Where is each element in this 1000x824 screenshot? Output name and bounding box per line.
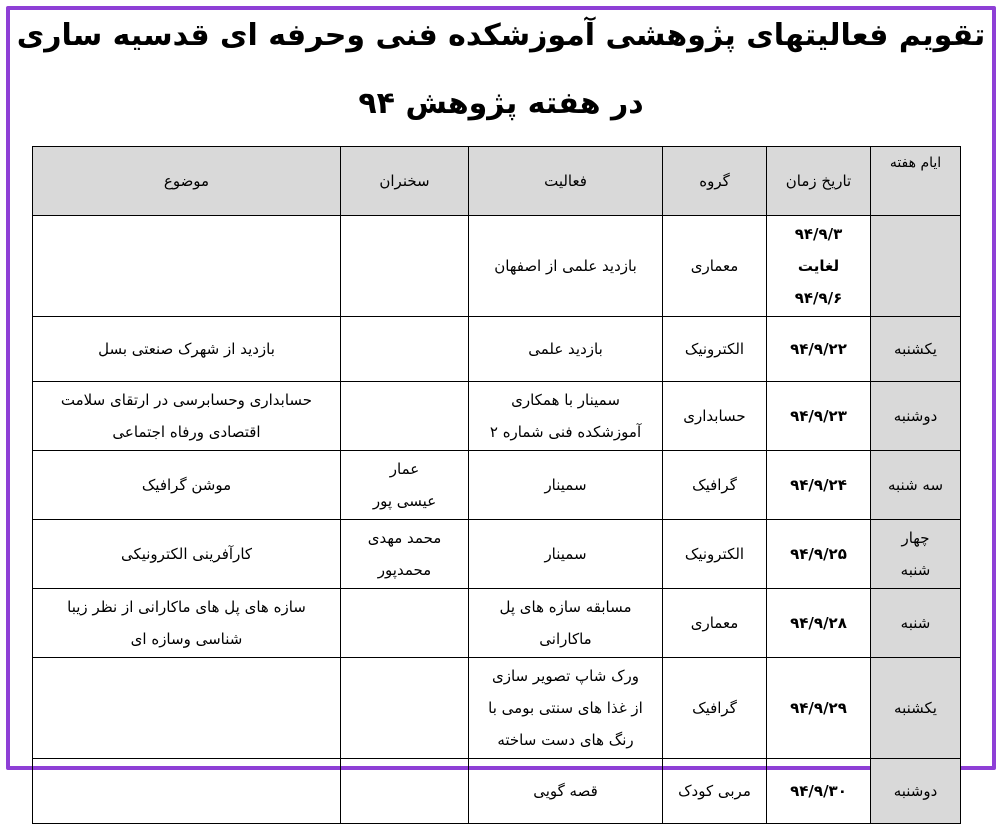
date-cell: ۹۴/۹/۲۹ [767,658,871,759]
topic-cell: سازه های پل های ماکارانی از نظر زیبا شناسی وسازه ای [33,589,341,658]
topic-cell: حسابداری وحسابرسی در ارتقای سلامت اقتصادی ورفاه اجتماعی [33,382,341,451]
date-cell: ۹۴/۹/۳۰ [767,759,871,824]
speakers-cell [341,658,469,759]
group-cell: معماری [663,589,767,658]
topic-cell [33,658,341,759]
topic-cell [33,216,341,317]
activity-cell: مسابقه سازه های پل ماکارانی [469,589,663,658]
topic-cell: بازدید از شهرک صنعتی بسل [33,317,341,382]
schedule-table [32,146,961,824]
speakers-cell [341,317,469,382]
day-cell [871,216,961,317]
activity-cell: قصه گویی [469,759,663,824]
header-topic: موضوع [33,147,341,216]
topic-cell [33,759,341,824]
speakers-cell: محمد مهدی محمدپور [341,520,469,589]
speakers-cell: عمار عیسی پور [341,451,469,520]
activity-cell: سمینار با همکاری آموزشکده فنی شماره ۲ [469,382,663,451]
speakers-cell [341,589,469,658]
day-cell: چهار شنبه [871,520,961,589]
day-cell: یکشنبه [871,317,961,382]
page-title: تقویم فعالیتهای پژوهشی آموزشکده فنی وحرفه ای قدسیه ساری [16,18,986,53]
topic-cell: کارآفرینی الکترونیکی [33,520,341,589]
table-row [33,658,961,759]
day-cell: سه شنبه [871,451,961,520]
header-days: ایام هفته [871,147,961,216]
group-cell: الکترونیک [663,520,767,589]
header-activity: فعالیت [469,147,663,216]
page-subtitle: در هفته پژوهش ۹۴ [358,86,644,121]
header-speakers: سخنران [341,147,469,216]
date-cell: ۹۴/۹/۲۵ [767,520,871,589]
activity-cell: سمینار [469,520,663,589]
group-cell: الکترونیک [663,317,767,382]
speakers-cell [341,759,469,824]
header-group: گروه [663,147,767,216]
day-cell: دوشنبه [871,382,961,451]
date-cell: ۹۴/۹/۳ لغایت ۹۴/۹/۶ [767,216,871,317]
table-row [33,759,961,824]
date-cell: ۹۴/۹/۲۸ [767,589,871,658]
table-row [33,520,961,589]
date-cell: ۹۴/۹/۲۴ [767,451,871,520]
table-row [33,382,961,451]
group-cell: گرافیک [663,451,767,520]
day-cell: دوشنبه [871,759,961,824]
activity-cell: بازدید علمی [469,317,663,382]
day-cell: یکشنبه [871,658,961,759]
table-row [33,589,961,658]
activity-cell: بازدید علمی از اصفهان [469,216,663,317]
header-date: تاریخ زمان [767,147,871,216]
date-cell: ۹۴/۹/۲۲ [767,317,871,382]
table-row [33,451,961,520]
date-cell: ۹۴/۹/۲۳ [767,382,871,451]
topic-cell: موشن گرافیک [33,451,341,520]
group-cell: گرافیک [663,658,767,759]
group-cell: مربی کودک [663,759,767,824]
activity-cell: ورک شاپ تصویر سازی از غذا های سنتی بومی با رنگ های دست ساخته [469,658,663,759]
activity-cell: سمینار [469,451,663,520]
table-header-row [33,147,961,216]
table-row [33,216,961,317]
day-cell: شنبه [871,589,961,658]
table-row [33,317,961,382]
speakers-cell [341,382,469,451]
speakers-cell [341,216,469,317]
group-cell: حسابداری [663,382,767,451]
group-cell: معماری [663,216,767,317]
